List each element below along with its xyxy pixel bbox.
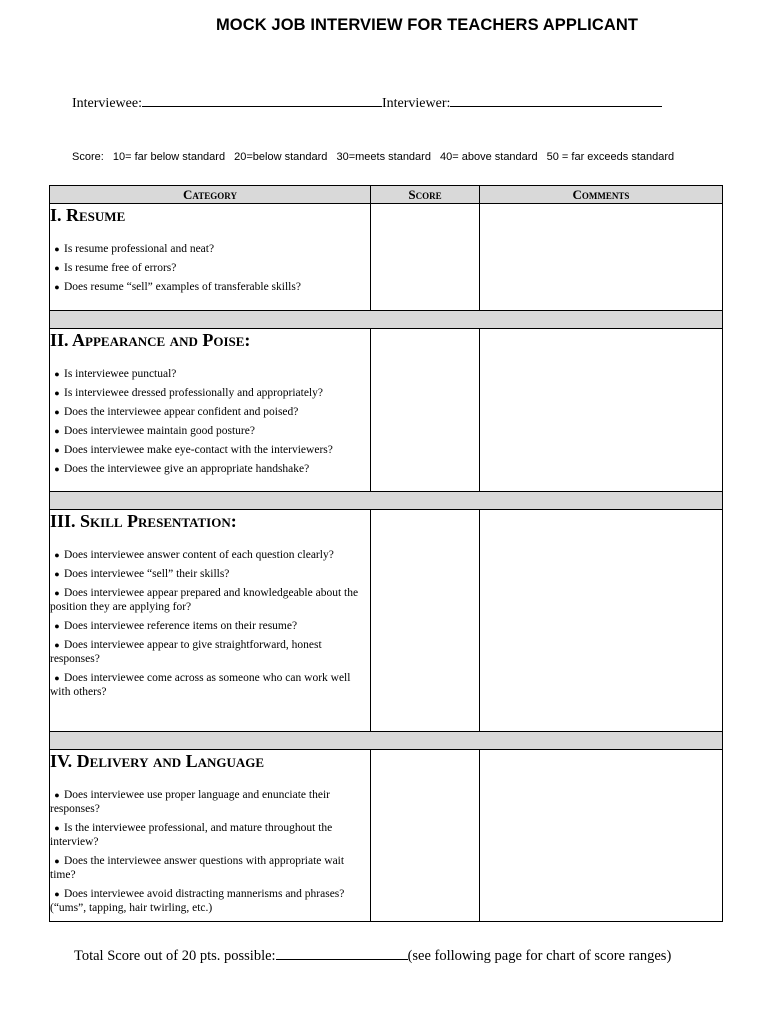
question-item: ● Does the interviewee answer questions with appropriate wait time?: [50, 855, 345, 881]
header-comments: Comments: [480, 186, 723, 204]
question-item: ● Is the interviewee professional, and mature throughout the interview?: [50, 822, 333, 848]
separator-row: [50, 492, 723, 510]
comments-cell[interactable]: [480, 204, 723, 311]
question-item: ● Does interviewee maintain good posture?: [54, 425, 255, 437]
question-item: ● Is interviewee punctual?: [54, 368, 177, 380]
section-title: I. Resume: [50, 205, 126, 225]
score-scale-item: 20=below standard: [234, 151, 328, 163]
total-label: Total Score out of 20 pts. possible:: [74, 948, 276, 964]
section-title: II. Appearance and Poise:: [50, 330, 251, 350]
section-title: III. Skill Presentation:: [50, 511, 237, 531]
evaluation-table: [49, 185, 723, 922]
score-scale-label: Score:: [72, 151, 104, 163]
question-item: ● Does interviewee “sell” their skills?: [54, 568, 230, 580]
total-score-field[interactable]: [276, 945, 408, 960]
category-cell: [50, 329, 371, 492]
section-title: IV. Delivery and Language: [50, 751, 265, 771]
score-scale-item: 10= far below standard: [112, 151, 226, 163]
score-scale-item: 50 = far exceeds standard: [546, 151, 675, 163]
question-item: ● Is resume free of errors?: [54, 262, 177, 274]
score-cell[interactable]: [371, 750, 480, 922]
page-title: MOCK JOB INTERVIEW FOR TEACHERS APPLICANT: [215, 16, 639, 34]
total-note: (see following page for chart of score ranges): [407, 948, 672, 964]
question-item: ● Is resume professional and neat?: [54, 243, 215, 255]
name-fields: [72, 92, 662, 112]
header-score: Score: [371, 186, 480, 204]
comments-cell[interactable]: [480, 510, 723, 732]
score-scale-item: 40= above standard: [440, 151, 538, 163]
question-item: ● Does interviewee reference items on their resume?: [54, 620, 298, 632]
score-cell[interactable]: [371, 510, 480, 732]
question-item: ● Is interviewee dressed professionally and appropriately?: [54, 387, 323, 399]
interviewer-label: Interviewer:: [381, 96, 451, 111]
interviewee-field[interactable]: [142, 92, 382, 107]
question-item: ● Does interviewee come across as someone who can work well with others?: [50, 672, 351, 698]
score-scale: [72, 151, 680, 163]
section-appearance: [50, 329, 723, 492]
question-item: ● Does interviewee appear prepared and knowledgeable about the position they are applying for?: [50, 587, 359, 613]
separator-row: [50, 732, 723, 750]
question-item: ● Does interviewee make eye-contact with the interviewers?: [54, 444, 333, 456]
question-item: ● Does interviewee appear to give straightforward, honest responses?: [50, 639, 322, 665]
comments-cell[interactable]: [480, 329, 723, 492]
question-item: ● Does interviewee answer content of each question clearly?: [54, 549, 334, 561]
question-item: ● Does interviewee use proper language and enunciate their responses?: [50, 789, 330, 815]
question-item: ● Does the interviewee give an appropriate handshake?: [54, 463, 310, 475]
interviewer-field[interactable]: [450, 92, 662, 107]
comments-cell[interactable]: [480, 750, 723, 922]
section-delivery: [50, 750, 723, 922]
separator-row: [50, 311, 723, 329]
section-skill-presentation: [50, 510, 723, 732]
total-score: [74, 945, 671, 965]
score-cell[interactable]: [371, 329, 480, 492]
score-cell[interactable]: [371, 204, 480, 311]
category-cell: [50, 204, 371, 311]
question-item: ● Does the interviewee appear confident and poised?: [54, 406, 299, 418]
question-item: ● Does interviewee avoid distracting mannerisms and phrases? (“ums”, tapping, hair twirling, etc.): [50, 888, 345, 914]
header-category: Category: [50, 186, 371, 204]
section-resume: [50, 204, 723, 311]
interviewee-label: Interviewee:: [72, 96, 142, 111]
score-scale-item: 30=meets standard: [336, 151, 431, 163]
category-cell: [50, 750, 371, 922]
question-item: ● Does resume “sell” examples of transferable skills?: [54, 281, 301, 293]
category-cell: [50, 510, 371, 732]
